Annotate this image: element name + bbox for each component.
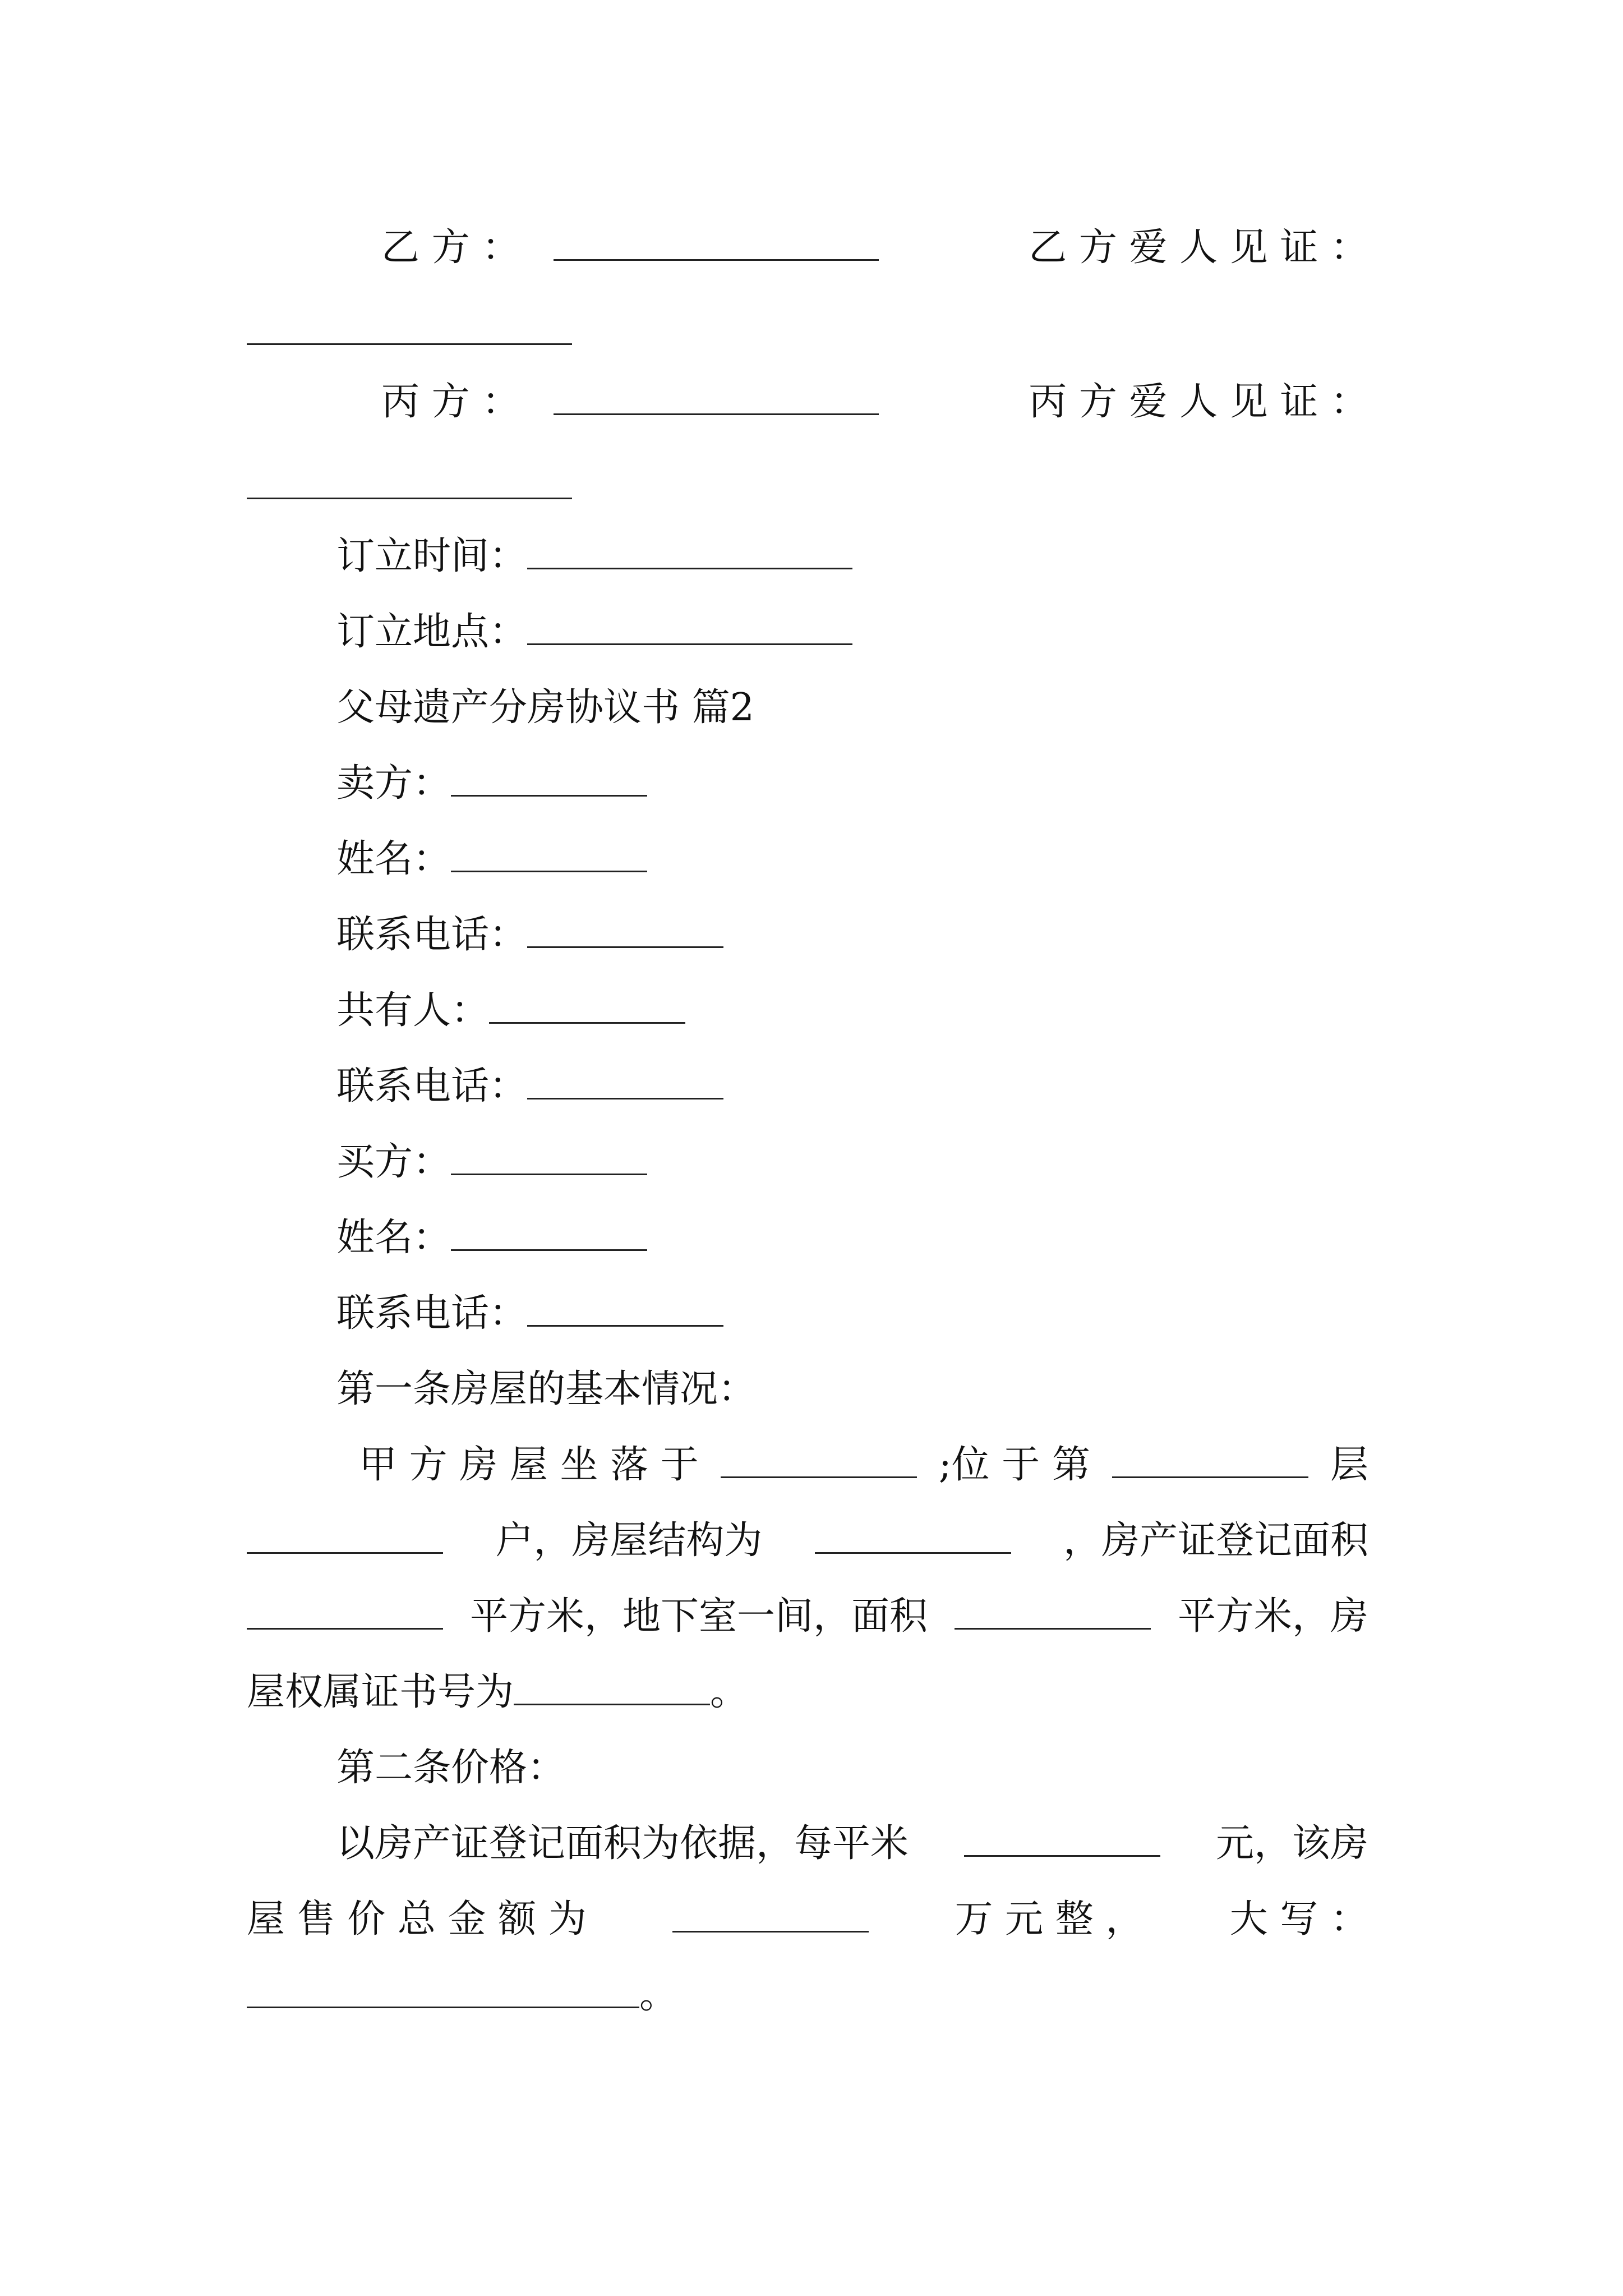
party-c-witness-label: 丙 方 爱 人 见 证 ： xyxy=(1029,379,1368,424)
party-b-witness-row xyxy=(247,303,572,353)
signing-time-row xyxy=(336,527,852,578)
basement-area-blank[interactable] xyxy=(955,1596,1151,1630)
buyer-name-label: 姓名： xyxy=(336,1215,451,1260)
seller-phone-blank[interactable] xyxy=(527,915,723,948)
party-b-signature-row xyxy=(381,219,1368,269)
signing-place-row xyxy=(336,603,852,654)
party-c-label: 丙 方 ： xyxy=(381,379,520,424)
article1-p2b: ，房产证登记面积 xyxy=(1063,1518,1368,1563)
signing-time-blank[interactable] xyxy=(527,536,852,569)
seller-phone-row xyxy=(336,906,723,956)
article1-p3b: 平方米，房 xyxy=(1177,1594,1368,1639)
party-b-witness-blank[interactable] xyxy=(247,312,572,345)
article1-line1 xyxy=(359,1436,1368,1487)
article2-p2b: 万 元 整 ， xyxy=(955,1897,1144,1941)
signing-time-label: 订立时间： xyxy=(336,533,528,578)
article1-line3 xyxy=(247,1588,1368,1638)
article1-p4b: 。 xyxy=(710,1669,749,1714)
party-b-blank[interactable] xyxy=(554,228,879,261)
total-price-blank[interactable] xyxy=(672,1899,869,1932)
article2-p3b: 。 xyxy=(639,1972,678,2017)
article1-p1c: 层 xyxy=(1330,1442,1368,1487)
article2-p1a: 以房产证登记面积为依据，每平米 xyxy=(336,1821,909,1866)
seller-phone-label: 联系电话： xyxy=(336,912,528,957)
seller-row xyxy=(336,754,647,805)
co-owner-phone-row xyxy=(336,1057,723,1108)
certificate-blank[interactable] xyxy=(514,1672,710,1705)
co-owner-phone-blank[interactable] xyxy=(527,1066,723,1099)
co-owner-phone-label: 联系电话： xyxy=(336,1064,528,1108)
article2-line3 xyxy=(247,1966,677,2017)
article1-p2a: 户，房屋结构为 xyxy=(495,1518,763,1563)
signing-place-blank[interactable] xyxy=(527,612,852,645)
section-title: 父母遗产分房协议书 篇2 xyxy=(336,685,754,730)
article2-title: 第二条价格： xyxy=(336,1745,566,1790)
section-title-row xyxy=(336,679,754,729)
buyer-phone-row xyxy=(336,1285,723,1335)
co-owner-label: 共有人： xyxy=(336,988,490,1033)
party-c-blank[interactable] xyxy=(554,382,879,415)
party-c-witness-blank[interactable] xyxy=(247,466,572,499)
article1-p1b: ;位 于 第 xyxy=(938,1442,1090,1487)
buyer-row xyxy=(336,1133,647,1184)
unit-blank[interactable] xyxy=(247,1521,443,1554)
co-owner-blank[interactable] xyxy=(489,991,685,1024)
article1-p1a: 甲 方 房 屋 坐 落 于 xyxy=(359,1442,699,1487)
amount-in-words-blank[interactable] xyxy=(247,1975,639,2008)
structure-blank[interactable] xyxy=(815,1521,1011,1554)
article1-p4a: 屋权属证书号为 xyxy=(247,1669,514,1714)
article2-p2a: 屋 售 价 总 金 额 为 xyxy=(247,1897,587,1941)
article1-line4 xyxy=(247,1663,748,1714)
buyer-phone-label: 联系电话： xyxy=(336,1291,528,1336)
co-owner-row xyxy=(336,982,685,1032)
article2-line1 xyxy=(336,1815,1368,1865)
article2-p1b: 元，该房 xyxy=(1215,1821,1368,1866)
party-b-group xyxy=(381,217,879,272)
party-c-group xyxy=(381,371,879,426)
signing-place-label: 订立地点： xyxy=(336,609,528,654)
article1-line2 xyxy=(247,1512,1368,1562)
seller-blank[interactable] xyxy=(451,763,647,797)
area-blank[interactable] xyxy=(247,1596,443,1630)
buyer-name-blank[interactable] xyxy=(451,1218,647,1251)
buyer-blank[interactable] xyxy=(451,1142,647,1175)
article1-title: 第一条房屋的基本情况： xyxy=(336,1366,757,1411)
party-b-label: 乙 方 ： xyxy=(381,225,520,270)
floor-blank[interactable] xyxy=(1112,1445,1308,1478)
buyer-name-row xyxy=(336,1209,647,1259)
seller-name-blank[interactable] xyxy=(451,839,647,872)
seller-label: 卖方： xyxy=(336,761,451,806)
party-c-witness-row xyxy=(247,457,572,508)
buyer-phone-blank[interactable] xyxy=(527,1294,723,1327)
location-blank[interactable] xyxy=(721,1445,917,1478)
unit-price-blank[interactable] xyxy=(964,1824,1160,1857)
seller-name-label: 姓名： xyxy=(336,836,451,881)
buyer-label: 买方： xyxy=(336,1139,451,1184)
article1-p3a: 平方米，地下室一间，面积 xyxy=(469,1594,928,1639)
seller-name-row xyxy=(336,830,647,881)
article2-title-row xyxy=(336,1739,565,1789)
party-b-witness-label: 乙 方 爱 人 见 证 ： xyxy=(1029,225,1368,270)
article2-p2c: 大 写 ： xyxy=(1229,1897,1368,1941)
article1-title-row xyxy=(336,1360,756,1411)
party-c-signature-row xyxy=(381,373,1368,424)
article2-line2 xyxy=(247,1890,1368,1941)
